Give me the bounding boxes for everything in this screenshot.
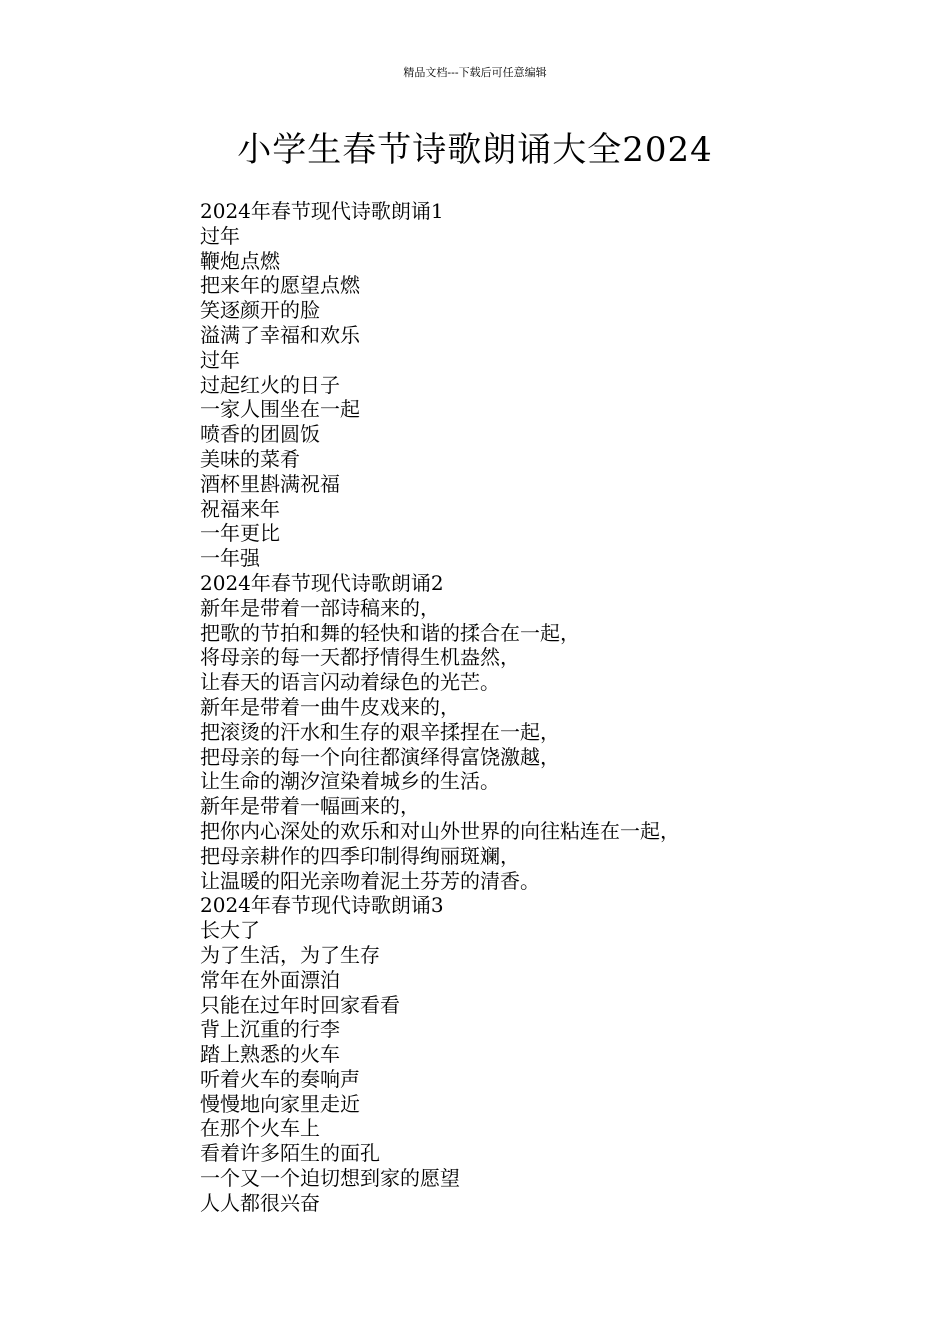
poem-line: 常年在外面漂泊 (200, 967, 340, 992)
poem-line: 新年是带着一曲牛皮戏来的， (200, 694, 460, 719)
poem-line: 让温暖的阳光亲吻着泥土芬芳的清香。 (200, 868, 540, 893)
poem-line: 一家人围坐在一起 (200, 397, 360, 422)
poem-line: 长大了 (200, 918, 260, 943)
poem-line: 祝福来年 (200, 496, 280, 521)
poem-line: 看着许多陌生的面孔 (200, 1141, 380, 1166)
poem-line: 在那个火车上 (200, 1116, 320, 1141)
poem-line: 笑逐颜开的脸 (200, 298, 320, 323)
poem-line: 把歌的节拍和舞的轻快和谐的揉合在一起， (200, 620, 580, 645)
poem-line: 鞭炮点燃 (200, 248, 280, 273)
poem-line: 把母亲的每一个向往都演绎得富饶激越， (200, 744, 560, 769)
poem-line: 溢满了幸福和欢乐 (200, 322, 360, 347)
header-note: 精品文档---下载后可任意编辑 (403, 66, 547, 79)
poem-body (200, 199, 920, 1216)
poem-line: 把滚烫的汗水和生存的艰辛揉捏在一起， (200, 719, 560, 744)
poem-line: 让生命的潮汐渲染着城乡的生活。 (200, 769, 500, 794)
poem-line: 新年是带着一部诗稿来的， (200, 595, 440, 620)
poem-line: 喷香的团圆饭 (200, 422, 320, 447)
poem-line: 慢慢地向家里走近 (200, 1091, 360, 1116)
poem-line: 踏上熟悉的火车 (200, 1042, 340, 1067)
poem-line: 一年更比 (200, 521, 280, 546)
poem-line: 过起红火的日子 (200, 372, 340, 397)
poem-line: 新年是带着一幅画来的， (200, 794, 420, 819)
poem-line: 把来年的愿望点燃 (200, 273, 360, 298)
poem-line: 把你内心深处的欢乐和对山外世界的向往粘连在一起， (200, 818, 680, 843)
poem-line: 过年 (200, 223, 240, 248)
section-heading: 2024年春节现代诗歌朗诵3 (200, 893, 444, 918)
poem-line: 一年强 (200, 546, 260, 571)
poem-line: 为了生活，为了生存 (200, 942, 380, 967)
poem-line: 让春天的语言闪动着绿色的光芒。 (200, 670, 500, 695)
poem-line: 背上沉重的行李 (200, 1017, 340, 1042)
poem-line: 将母亲的每一天都抒情得生机盎然， (200, 645, 520, 670)
poem-line: 过年 (200, 347, 240, 372)
poem-line: 酒杯里斟满祝福 (200, 471, 340, 496)
poem-line: 只能在过年时回家看看 (200, 992, 400, 1017)
poem-line: 听着火车的奏响声 (200, 1066, 360, 1091)
section-heading: 2024年春节现代诗歌朗诵2 (200, 570, 444, 595)
poem-line: 人人都很兴奋 (200, 1190, 320, 1215)
poem-line: 美味的菜肴 (200, 446, 300, 471)
poem-line: 把母亲耕作的四季印制得绚丽斑斓， (200, 843, 520, 868)
section-heading: 2024年春节现代诗歌朗诵1 (200, 199, 444, 223)
poem-line: 一个又一个迫切想到家的愿望 (200, 1166, 460, 1191)
document-title: 小学生春节诗歌朗诵大全2024 (237, 130, 713, 170)
